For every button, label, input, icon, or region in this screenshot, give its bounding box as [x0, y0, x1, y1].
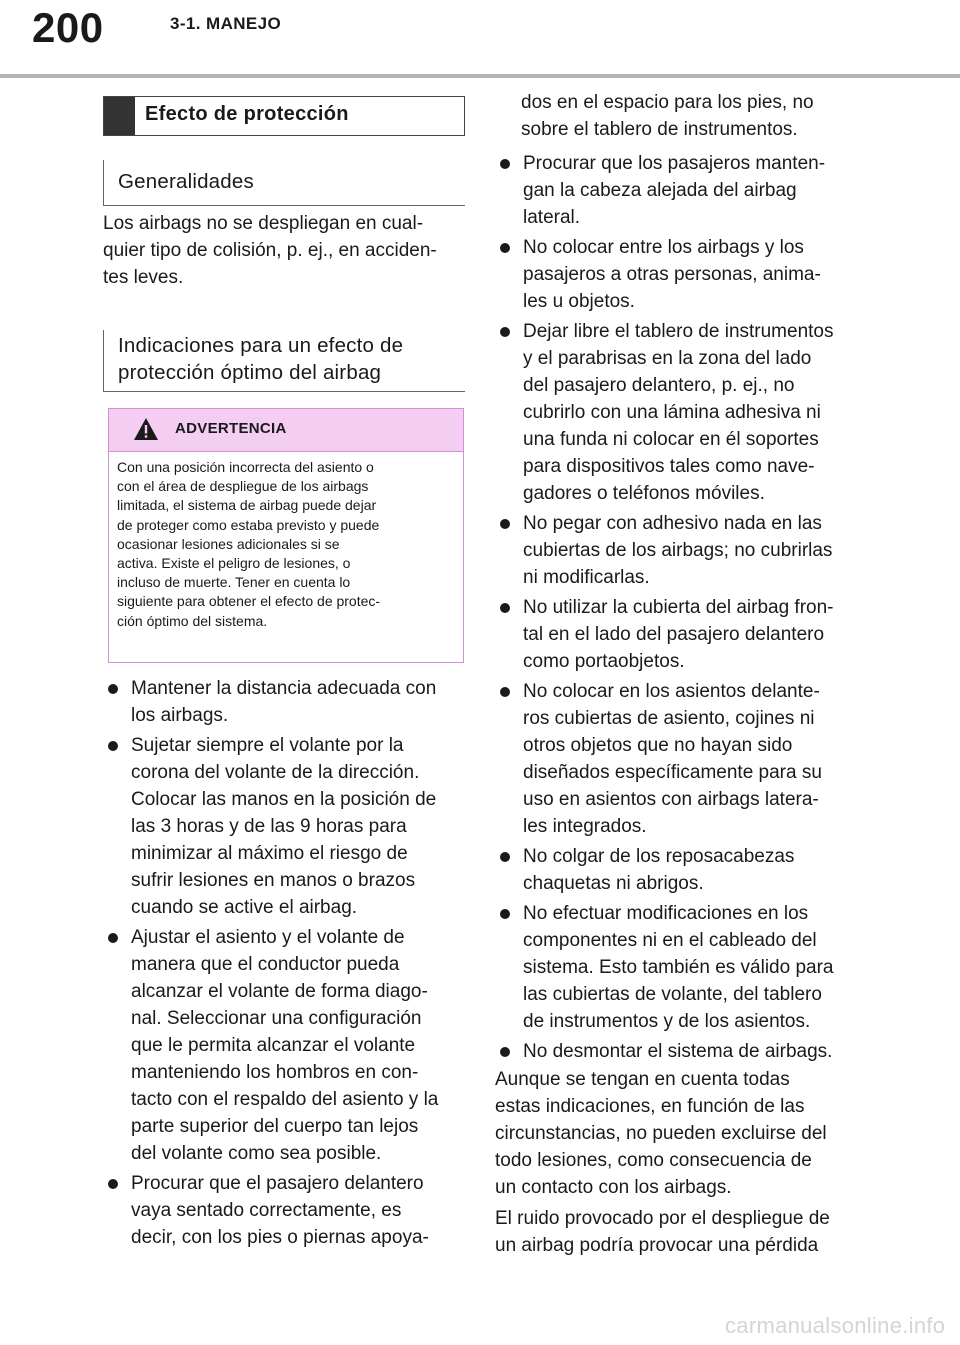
subheading-general: [103, 160, 465, 206]
text-line: circunstancias, no pueden excluirse del: [495, 1123, 827, 1144]
item-line: del volante como sea posible.: [131, 1143, 382, 1164]
bullet-icon: [108, 933, 118, 943]
item-line: las cubiertas de volante, del tablero: [523, 984, 822, 1005]
bullet-icon: [108, 684, 118, 694]
item-line: manera que el conductor pueda: [131, 954, 400, 975]
item-line: sistema. Esto también es válido para: [523, 957, 834, 978]
item-line: que le permita alcanzar el volante: [131, 1035, 416, 1056]
header-rule: [0, 74, 960, 78]
item-line: ros cubiertas de asiento, cojines ni: [523, 708, 815, 729]
list-item: [497, 234, 850, 315]
closing-paragraph-1: [495, 1066, 850, 1201]
text-line: tes leves.: [103, 267, 184, 288]
item-line: gadores o teléfonos móviles.: [523, 483, 765, 504]
closing-paragraph-2: [495, 1205, 850, 1259]
item-line: otros objetos que no hayan sido: [523, 735, 793, 756]
item-line: nal. Seleccionar una configuración: [131, 1008, 422, 1029]
bullet-icon: [500, 519, 510, 529]
warning-line: limitada, el sistema de airbag puede dejar: [117, 497, 377, 514]
item-line: Ajustar el asiento y el volante de: [131, 927, 405, 948]
item-line: para dispositivos tales como nave-: [523, 456, 815, 477]
list-item: [105, 675, 465, 729]
bullet-icon: [108, 1179, 118, 1189]
item-line: chaquetas ni abrigos.: [523, 873, 704, 894]
list-item: [105, 1170, 465, 1251]
list-item: [497, 843, 850, 897]
warning-line: de proteger como estaba previsto y puede: [117, 516, 380, 533]
list-item: [497, 510, 850, 591]
warning-header: [109, 409, 463, 452]
right-bullet-list: [497, 150, 850, 1068]
item-line: Procurar que el pasajero delantero: [131, 1173, 424, 1194]
item-line: vaya sentado correctamente, es: [131, 1200, 402, 1221]
text-line: dos en el espacio para los pies, no: [521, 92, 814, 113]
text-line: Aunque se tengan en cuenta todas: [495, 1069, 790, 1090]
item-line: tal en el lado del pasajero delantero: [523, 624, 825, 645]
list-item: [497, 318, 850, 507]
warning-line: ocasionar lesiones adicionales si se: [117, 535, 340, 552]
bullet-icon: [500, 243, 510, 253]
bullet-icon: [500, 327, 510, 337]
item-line: Dejar libre el tablero de instrumentos: [523, 321, 834, 342]
text-line: un contacto con los airbags.: [495, 1177, 732, 1198]
warning-line: siguiente para obtener el efecto de protec-: [117, 593, 381, 610]
bullet-icon: [500, 159, 510, 169]
item-line: No utilizar la cubierta del airbag fron-: [523, 597, 834, 618]
warning-line: incluso de muerte. Tener en cuenta lo: [117, 574, 351, 591]
item-line: Sujetar siempre el volante por la: [131, 735, 404, 756]
text-line: sobre el tablero de instrumentos.: [521, 119, 798, 140]
warning-body: [109, 452, 463, 631]
warning-title: ADVERTENCIA: [175, 420, 287, 437]
item-line: No efectuar modificaciones en los: [523, 903, 809, 924]
item-line: No colocar entre los airbags y los: [523, 237, 804, 258]
item-line: sufrir lesiones en manos o brazos: [131, 870, 416, 891]
item-line: Colocar las manos en la posición de: [131, 789, 437, 810]
item-line: les integrados.: [523, 816, 647, 837]
bullet-icon: [500, 687, 510, 697]
item-line: diseñados específicamente para su: [523, 762, 822, 783]
list-item: [497, 1038, 850, 1065]
item-line: del pasajero delantero, p. ej., no: [523, 375, 795, 396]
intro-paragraph: [103, 210, 465, 291]
list-item: [497, 900, 850, 1035]
list-item: [497, 594, 850, 675]
item-line: gan la cabeza alejada del airbag: [523, 180, 797, 201]
item-line: Procurar que los pasajeros manten-: [523, 153, 826, 174]
subheading-line: Indicaciones para un efecto de: [118, 334, 404, 357]
item-line: tacto con el respaldo del asiento y la: [131, 1089, 439, 1110]
item-line: ni modificarlas.: [523, 567, 650, 588]
item-line: cuando se active el airbag.: [131, 897, 358, 918]
warning-line: ción óptimo del sistema.: [117, 612, 268, 629]
text-line: El ruido provocado por el despliegue de: [495, 1208, 830, 1229]
item-line: cubrirlo con una lámina adhesiva ni: [523, 402, 821, 423]
warning-box: [108, 408, 464, 663]
text-line: un airbag podría provocar una pérdida: [495, 1235, 819, 1256]
item-line: manteniendo los hombros en con-: [131, 1062, 419, 1083]
item-line: No colocar en los asientos delante-: [523, 681, 820, 702]
item-line: los airbags.: [131, 705, 229, 726]
page-header: [0, 0, 960, 80]
bullet-icon: [500, 909, 510, 919]
item-line: minimizar al máximo el riesgo de: [131, 843, 408, 864]
warning-line: con el área de despliegue de los airbags: [117, 478, 369, 495]
item-line: No pegar con adhesivo nada en las: [523, 513, 822, 534]
section-title: Efecto de protección: [145, 103, 349, 125]
bullet-icon: [500, 603, 510, 613]
list-item: [105, 924, 465, 1167]
item-line: decir, con los pies o piernas apoya-: [131, 1227, 429, 1248]
subheading-optimal-protection: [103, 330, 465, 392]
item-line: corona del volante de la dirección.: [131, 762, 420, 783]
item-line: No desmontar el sistema de airbags.: [523, 1041, 833, 1062]
item-line: No colgar de los reposacabezas: [523, 846, 795, 867]
text-line: Los airbags no se despliegan en cual-: [103, 213, 424, 234]
text-line: todo lesiones, como consecuencia de: [495, 1150, 812, 1171]
item-line: pasajeros a otras personas, anima-: [523, 264, 821, 285]
bullet-icon: [500, 852, 510, 862]
item-line: y el parabrisas en la zona del lado: [523, 348, 812, 369]
item-line: componentes ni en el cableado del: [523, 930, 817, 951]
item-line: parte superior del cuerpo tan lejos: [131, 1116, 419, 1137]
page-number: 200: [32, 4, 104, 51]
item-line: de instrumentos y de los asientos.: [523, 1011, 811, 1032]
right-continuation: [521, 89, 850, 143]
warning-line: activa. Existe el peligro de lesiones, o: [117, 555, 351, 572]
item-line: las 3 horas y de las 9 horas para: [131, 816, 407, 837]
left-bullet-list: [105, 675, 465, 1254]
list-item: [105, 732, 465, 921]
subheading-line: protección óptimo del airbag: [118, 361, 382, 384]
text-line: quier tipo de colisión, p. ej., en acciden-: [103, 240, 437, 261]
bullet-icon: [108, 741, 118, 751]
list-item: [497, 678, 850, 840]
watermark: carmanualsonline.info: [725, 1313, 946, 1338]
item-line: alcanzar el volante de forma diago-: [131, 981, 428, 1002]
item-line: Mantener la distancia adecuada con: [131, 678, 437, 699]
item-line: cubiertas de los airbags; no cubrirlas: [523, 540, 833, 561]
item-line: les u objetos.: [523, 291, 635, 312]
item-line: uso en asientos con airbags latera-: [523, 789, 819, 810]
subheading-general-text: Generalidades: [118, 170, 254, 193]
section-title-bar: [104, 97, 135, 135]
item-line: como portaobjetos.: [523, 651, 685, 672]
section-identifier: 3-1. MANEJO: [170, 14, 282, 33]
warning-line: Con una posición incorrecta del asiento o: [117, 459, 374, 475]
warning-triangle-icon: [133, 417, 159, 441]
item-line: una funda ni colocar en él soportes: [523, 429, 819, 450]
text-line: estas indicaciones, en función de las: [495, 1096, 805, 1117]
bullet-icon: [500, 1047, 510, 1057]
section-title-box: [103, 96, 465, 136]
item-line: lateral.: [523, 207, 581, 228]
list-item: [497, 150, 850, 231]
